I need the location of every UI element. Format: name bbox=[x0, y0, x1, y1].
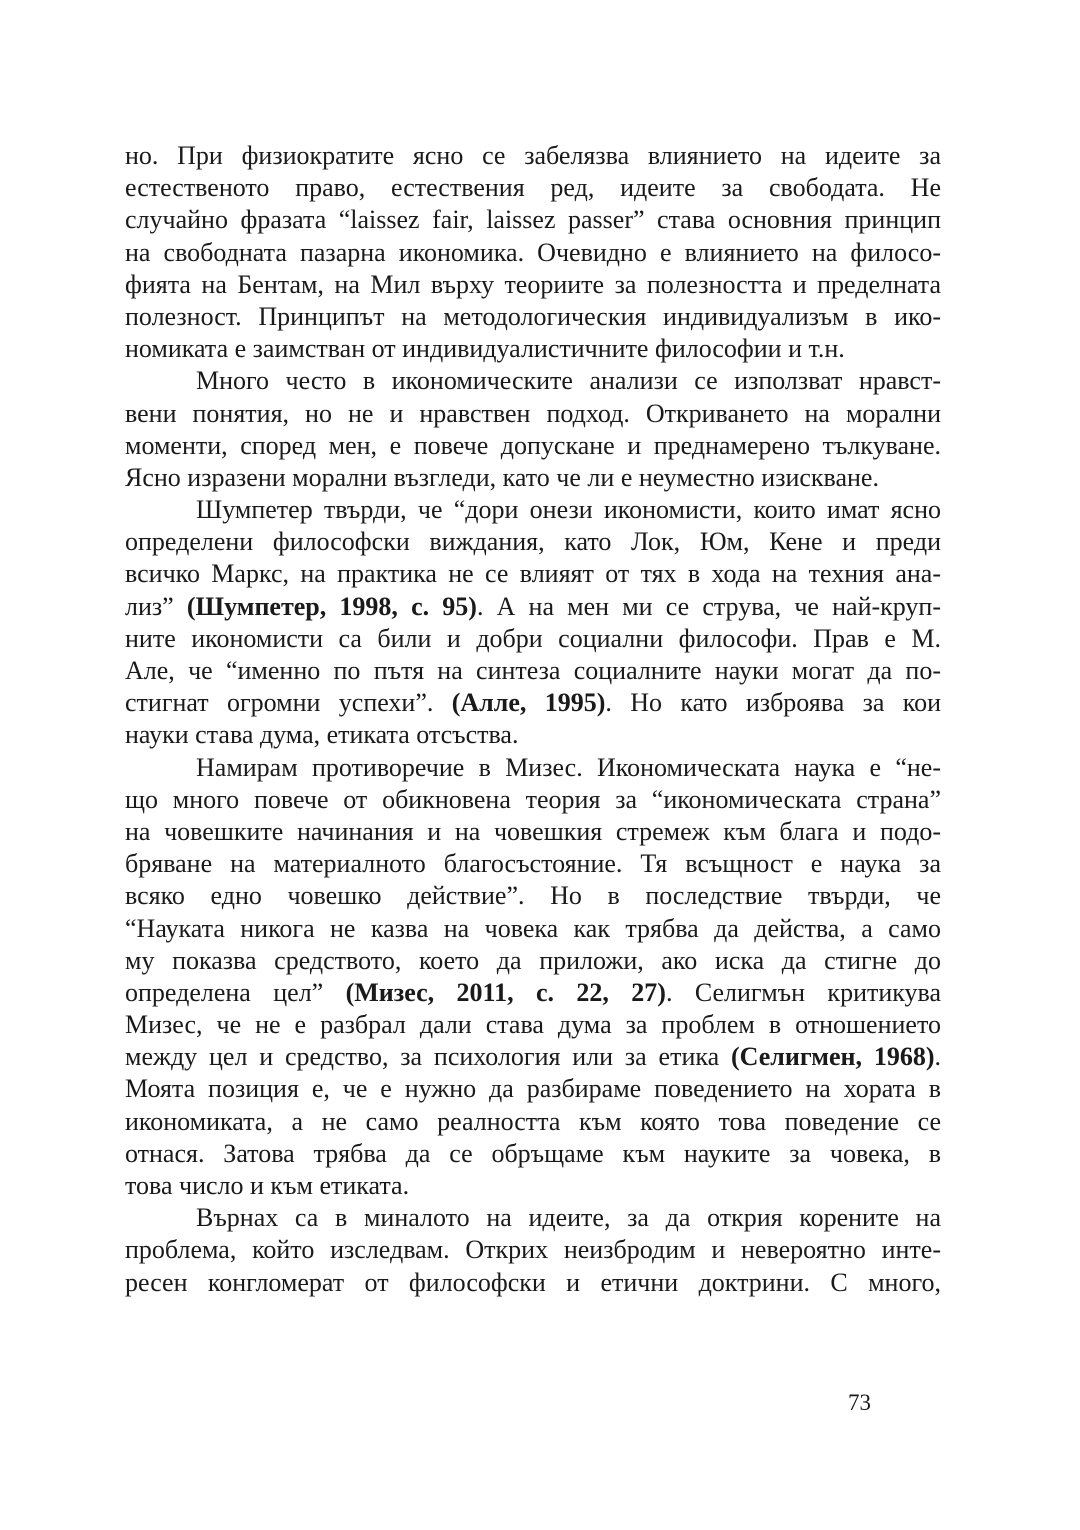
paragraph bbox=[125, 365, 941, 494]
text-run: на човешките начинания и на човешкия стремеж към блага и подо- bbox=[125, 816, 941, 846]
text-run: определени философски виждания, като Лок, Юм, Кене и преди bbox=[125, 527, 941, 557]
text-line bbox=[125, 752, 941, 784]
citation: (Селигмен, 1968) bbox=[730, 1042, 935, 1072]
text-run: всичко Маркс, на практика не се влияят от тях в хода на техния ана- bbox=[125, 559, 941, 589]
text-line bbox=[125, 719, 941, 751]
text-run: науки става дума, етиката отсъства. bbox=[125, 720, 519, 750]
text-run: ресен конгломерат от философски и етични доктрини. С много, bbox=[125, 1267, 941, 1297]
text-line bbox=[125, 913, 941, 945]
text-line bbox=[125, 462, 941, 494]
text-run: що много повече от обикновена теория за “икономическата страна” bbox=[125, 784, 941, 814]
text-line bbox=[125, 1041, 941, 1073]
text-line bbox=[125, 1267, 941, 1299]
body-text bbox=[125, 140, 941, 1299]
text-run: всяко едно човешко действие”. Но в последствие твърди, че bbox=[125, 881, 941, 911]
text-line bbox=[125, 1106, 941, 1138]
text-run: икономиката, а не само реалността към която това поведение се bbox=[125, 1106, 941, 1136]
text-line bbox=[125, 172, 941, 204]
text-line bbox=[125, 816, 941, 848]
page-number: 73 bbox=[848, 1390, 871, 1415]
text-run: определена цел” bbox=[125, 977, 346, 1007]
text-line bbox=[125, 591, 941, 623]
text-run: фията на Бентам, на Мил върху теориите за полезността и пределната bbox=[125, 269, 941, 299]
text-run: полезност. Принципът на методологическия индивидуализъм в ико- bbox=[125, 301, 941, 331]
text-line bbox=[125, 398, 941, 430]
text-line bbox=[125, 880, 941, 912]
paragraph bbox=[125, 140, 941, 365]
citation: (Мизес, 2011, с. 22, 27) bbox=[345, 977, 666, 1007]
text-line bbox=[125, 1234, 941, 1266]
text-run: . А на мен ми се струва, че най-круп- bbox=[476, 591, 941, 621]
text-run: . bbox=[934, 1042, 942, 1072]
text-line bbox=[125, 494, 941, 526]
text-run: бряване на материалното благосъстояние. Тя всъщност е наука за bbox=[125, 849, 941, 879]
text-run: Моята позиция е, че е нужно да разбираме поведението на хората в bbox=[125, 1074, 941, 1104]
text-run: . Селигмън критикува bbox=[665, 977, 941, 1007]
text-run: Намирам противоречие в Мизес. Икономическата наука е “не- bbox=[196, 752, 941, 782]
text-run: вени понятия, но не и нравствен подход. Откриването на морални bbox=[125, 398, 941, 428]
text-run: отнася. Затова трябва да се обръщаме към науките за човека, в bbox=[125, 1138, 941, 1168]
text-run: но. При физиократите ясно се забелязва влиянието на идеите за bbox=[125, 141, 941, 170]
text-line bbox=[125, 237, 941, 269]
text-line bbox=[125, 977, 941, 1009]
paragraph bbox=[125, 752, 941, 1203]
text-line bbox=[125, 526, 941, 558]
text-run: между цел и средство, за психология или за етика bbox=[125, 1042, 731, 1072]
text-line bbox=[125, 848, 941, 880]
text-run: Ясно изразени морални възгледи, като че ли е неуместно изискване. bbox=[125, 462, 879, 492]
text-line bbox=[125, 204, 941, 236]
text-run: ните икономисти са били и добри социални философи. Прав е М. bbox=[125, 623, 941, 653]
text-line bbox=[125, 623, 941, 655]
text-run: Мизес, че не е разбрал дали става дума за проблем в отношението bbox=[125, 1010, 941, 1040]
text-run: . Но като изброява за кои bbox=[605, 688, 941, 718]
text-line bbox=[125, 945, 941, 977]
text-line bbox=[125, 1138, 941, 1170]
text-run: случайно фразата “laissez fair, laissez passer” става основния принцип bbox=[125, 205, 941, 235]
text-run: Много често в икономическите анализи се използват нравст- bbox=[196, 366, 941, 396]
text-line bbox=[125, 365, 941, 397]
text-line bbox=[125, 687, 941, 719]
text-run: “Науката никога не казва на човека как трябва да действа, а само bbox=[125, 913, 941, 943]
text-line bbox=[125, 1073, 941, 1105]
text-run: номиката е заимстван от индивидуалистичните философии и т.н. bbox=[125, 334, 845, 364]
text-run: Върнах са в миналото на идеите, за да открия корените на bbox=[196, 1203, 941, 1233]
text-run: лиз” bbox=[125, 591, 187, 621]
text-line bbox=[125, 301, 941, 333]
text-line bbox=[125, 1170, 941, 1202]
text-line bbox=[125, 1202, 941, 1234]
text-run: Але, че “именно по пътя на синтеза социалните науки могат да по- bbox=[125, 656, 941, 685]
text-line bbox=[125, 784, 941, 816]
text-run: на свободната пазарна икономика. Очевидно е влиянието на филосо- bbox=[125, 237, 941, 267]
text-line bbox=[125, 430, 941, 462]
text-run: естественото право, естествения ред, идеите за свободата. Не bbox=[125, 173, 941, 203]
text-run: стигнат огромни успехи”. bbox=[125, 688, 452, 718]
text-line bbox=[125, 269, 941, 301]
text-line bbox=[125, 558, 941, 590]
text-line bbox=[125, 140, 941, 172]
text-run: моменти, според мен, е повече допускане и преднамерено тълкуване. bbox=[125, 430, 941, 460]
text-line bbox=[125, 1009, 941, 1041]
text-line bbox=[125, 655, 941, 687]
text-run: му показва средството, което да приложи, ако иска да стигне до bbox=[125, 945, 941, 975]
paragraph bbox=[125, 1202, 941, 1299]
text-run: Шумпетер твърди, че “дори онези икономисти, които имат ясно bbox=[196, 495, 941, 525]
citation: (Шумпетер, 1998, с. 95) bbox=[186, 591, 477, 621]
text-line bbox=[125, 333, 941, 365]
text-run: това число и към етиката. bbox=[125, 1171, 410, 1200]
text-run: проблема, който изследвам. Открих неизбродим и невероятно инте- bbox=[125, 1235, 941, 1265]
citation: (Алле, 1995) bbox=[451, 688, 606, 718]
paragraph bbox=[125, 494, 941, 752]
